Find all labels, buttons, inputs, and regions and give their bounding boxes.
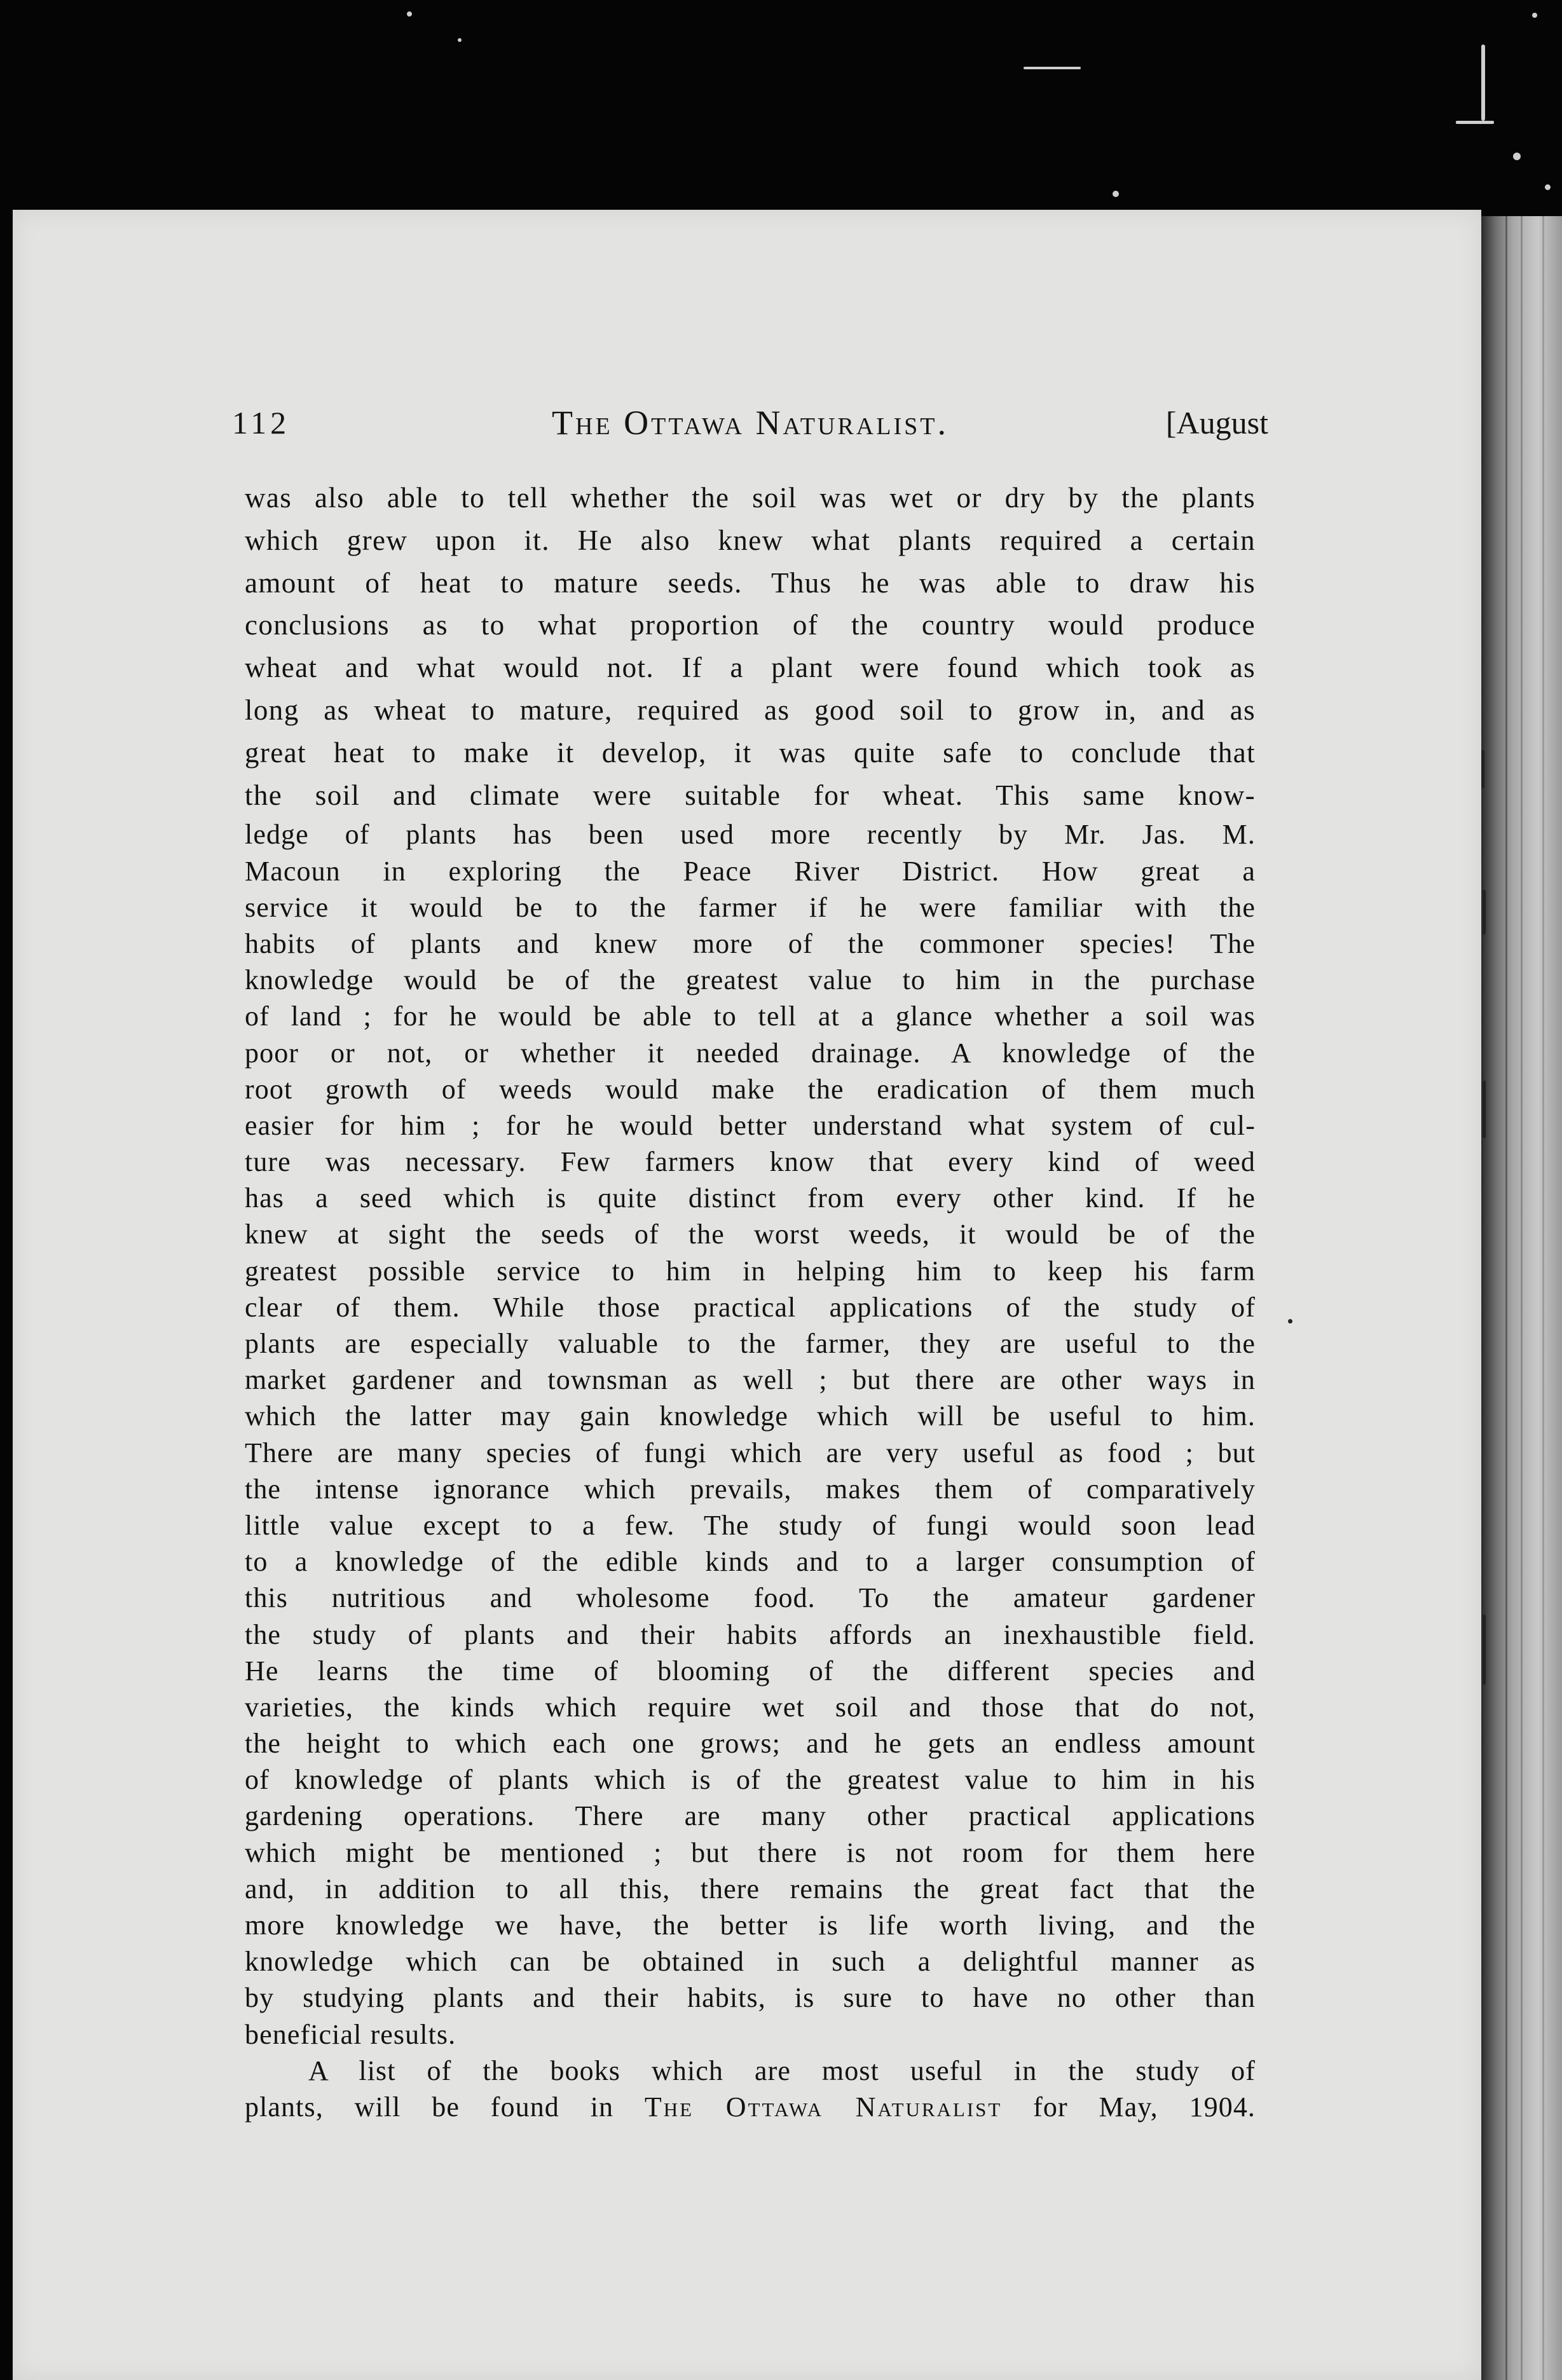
text-line: greatest possible service to him in helping him to keep his farm <box>245 1255 1256 1287</box>
text-line: the soil and climate were suitable for wheat. This same know- <box>245 779 1256 811</box>
paragraph-block-wide-leading <box>245 477 1256 816</box>
text-line: of land ; for he would be able to tell at a glance whether a soil was <box>245 1001 1256 1032</box>
text-line: knowledge which can be obtained in such a delightful manner as <box>245 1946 1256 1978</box>
text-line: wheat and what would not. If a plant were found which took as <box>245 652 1256 684</box>
text-line: and, in addition to all this, there remains the great fact that the <box>245 1873 1256 1905</box>
page-number: 112 <box>232 405 291 441</box>
scan-speck <box>1513 153 1521 160</box>
text-line: the intense ignorance which prevails, makes them of comparatively <box>245 1473 1256 1505</box>
text-line: There are many species of fungi which are very useful as food ; but <box>245 1437 1256 1468</box>
scan-speck <box>1456 121 1494 124</box>
text-line: long as wheat to mature, required as good soil to grow in, and as <box>245 694 1256 726</box>
text-line: little value except to a few. The study of fungi would soon lead <box>245 1509 1256 1541</box>
text-line: Macoun in exploring the Peace River District. How great a <box>245 855 1256 887</box>
text-line: market gardener and townsman as well ; but there are other ways in <box>245 1364 1256 1396</box>
final-paragraph-last-line <box>245 2089 1256 2125</box>
text-line: more knowledge we have, the better is life worth living, and the <box>245 1910 1256 1941</box>
edge-mark <box>1481 750 1484 788</box>
text-line: conclusions as to what proportion of the country would produce <box>245 609 1256 641</box>
text-line: habits of plants and knew more of the commoner species! The <box>245 927 1256 959</box>
scan-speck <box>1113 191 1119 197</box>
text-line: has a seed which is quite distinct from every other kind. If he <box>245 1182 1256 1214</box>
scan-speck <box>1532 13 1537 18</box>
text-line: to a knowledge of the edible kinds and to a larger consumption of <box>245 1546 1256 1578</box>
text-line: varieties, the kinds which require wet soil and those that do not, <box>245 1691 1256 1723</box>
text-line: amount of heat to mature seeds. Thus he was able to draw his <box>245 566 1256 599</box>
running-header <box>232 400 1268 445</box>
text-line: clear of them. While those practical applications of the study of <box>245 1291 1256 1323</box>
article-body <box>245 477 1256 2125</box>
citation-journal-title: The Ottawa Naturalist <box>644 2091 1003 2123</box>
text-line: the study of plants and their habits affords an inexhaustible field. <box>245 1618 1256 1650</box>
issue-month: [August <box>1165 405 1268 441</box>
text-line: knowledge would be of the greatest value to him in the purchase <box>245 964 1256 996</box>
text-line: gardening operations. There are many other practical applications <box>245 1800 1256 1832</box>
paragraph-block <box>245 816 1256 2125</box>
text-line: service it would be to the farmer if he were familiar with the <box>245 891 1256 923</box>
scan-speck <box>1545 184 1551 190</box>
scan-speck <box>1481 44 1485 121</box>
scan-speck <box>407 11 412 17</box>
text-line: knew at sight the seeds of the worst weeds, it would be of the <box>245 1219 1256 1250</box>
text-line: ledge of plants has been used more recently by Mr. Jas. M. <box>245 819 1256 851</box>
text-line: of knowledge of plants which is of the greatest value to him in his <box>245 1764 1256 1796</box>
scan-speck <box>1024 67 1081 69</box>
page-edge-stack <box>1481 216 1562 2380</box>
journal-title: The Ottawa Naturalist. <box>552 404 949 442</box>
text-line: beneficial results. <box>245 2018 456 2050</box>
text-line: ture was necessary. Few farmers know that every kind of weed <box>245 1146 1256 1178</box>
text-line: plants are especially valuable to the farmer, they are useful to the <box>245 1328 1256 1359</box>
text-line: this nutritious and wholesome food. To the amateur gardener <box>245 1582 1256 1614</box>
margin-mark <box>1288 1319 1292 1323</box>
text-line: easier for him ; for he would better understand what system of cul- <box>245 1109 1256 1141</box>
text-line: the height to which each one grows; and he gets an endless amount <box>245 1728 1256 1760</box>
text-line: was also able to tell whether the soil was wet or dry by the plants <box>245 482 1256 514</box>
citation-prefix: plants, will be found in <box>245 2091 614 2123</box>
text-line: root growth of weeds would make the eradication of them much <box>245 1073 1256 1105</box>
text-line: poor or not, or whether it needed drainage. A knowledge of the <box>245 1037 1256 1069</box>
final-paragraph-first-line: A list of the books which are most useful in the study of <box>308 2055 1256 2086</box>
text-line: which might be mentioned ; but there is not room for them here <box>245 1836 1256 1868</box>
edge-mark <box>1483 1081 1486 1138</box>
citation-suffix: for May, 1904. <box>1033 2091 1256 2123</box>
text-line: which the latter may gain knowledge which will be useful to him. <box>245 1400 1256 1432</box>
text-line: great heat to make it develop, it was quite safe to conclude that <box>245 736 1256 769</box>
scan-speck <box>458 38 462 42</box>
text-line: which grew upon it. He also knew what plants required a certain <box>245 524 1256 556</box>
edge-mark <box>1483 890 1486 934</box>
text-line: He learns the time of blooming of the different species and <box>245 1655 1256 1686</box>
edge-mark <box>1483 1615 1486 1685</box>
text-line: by studying plants and their habits, is sure to have no other than <box>245 1982 1256 2014</box>
